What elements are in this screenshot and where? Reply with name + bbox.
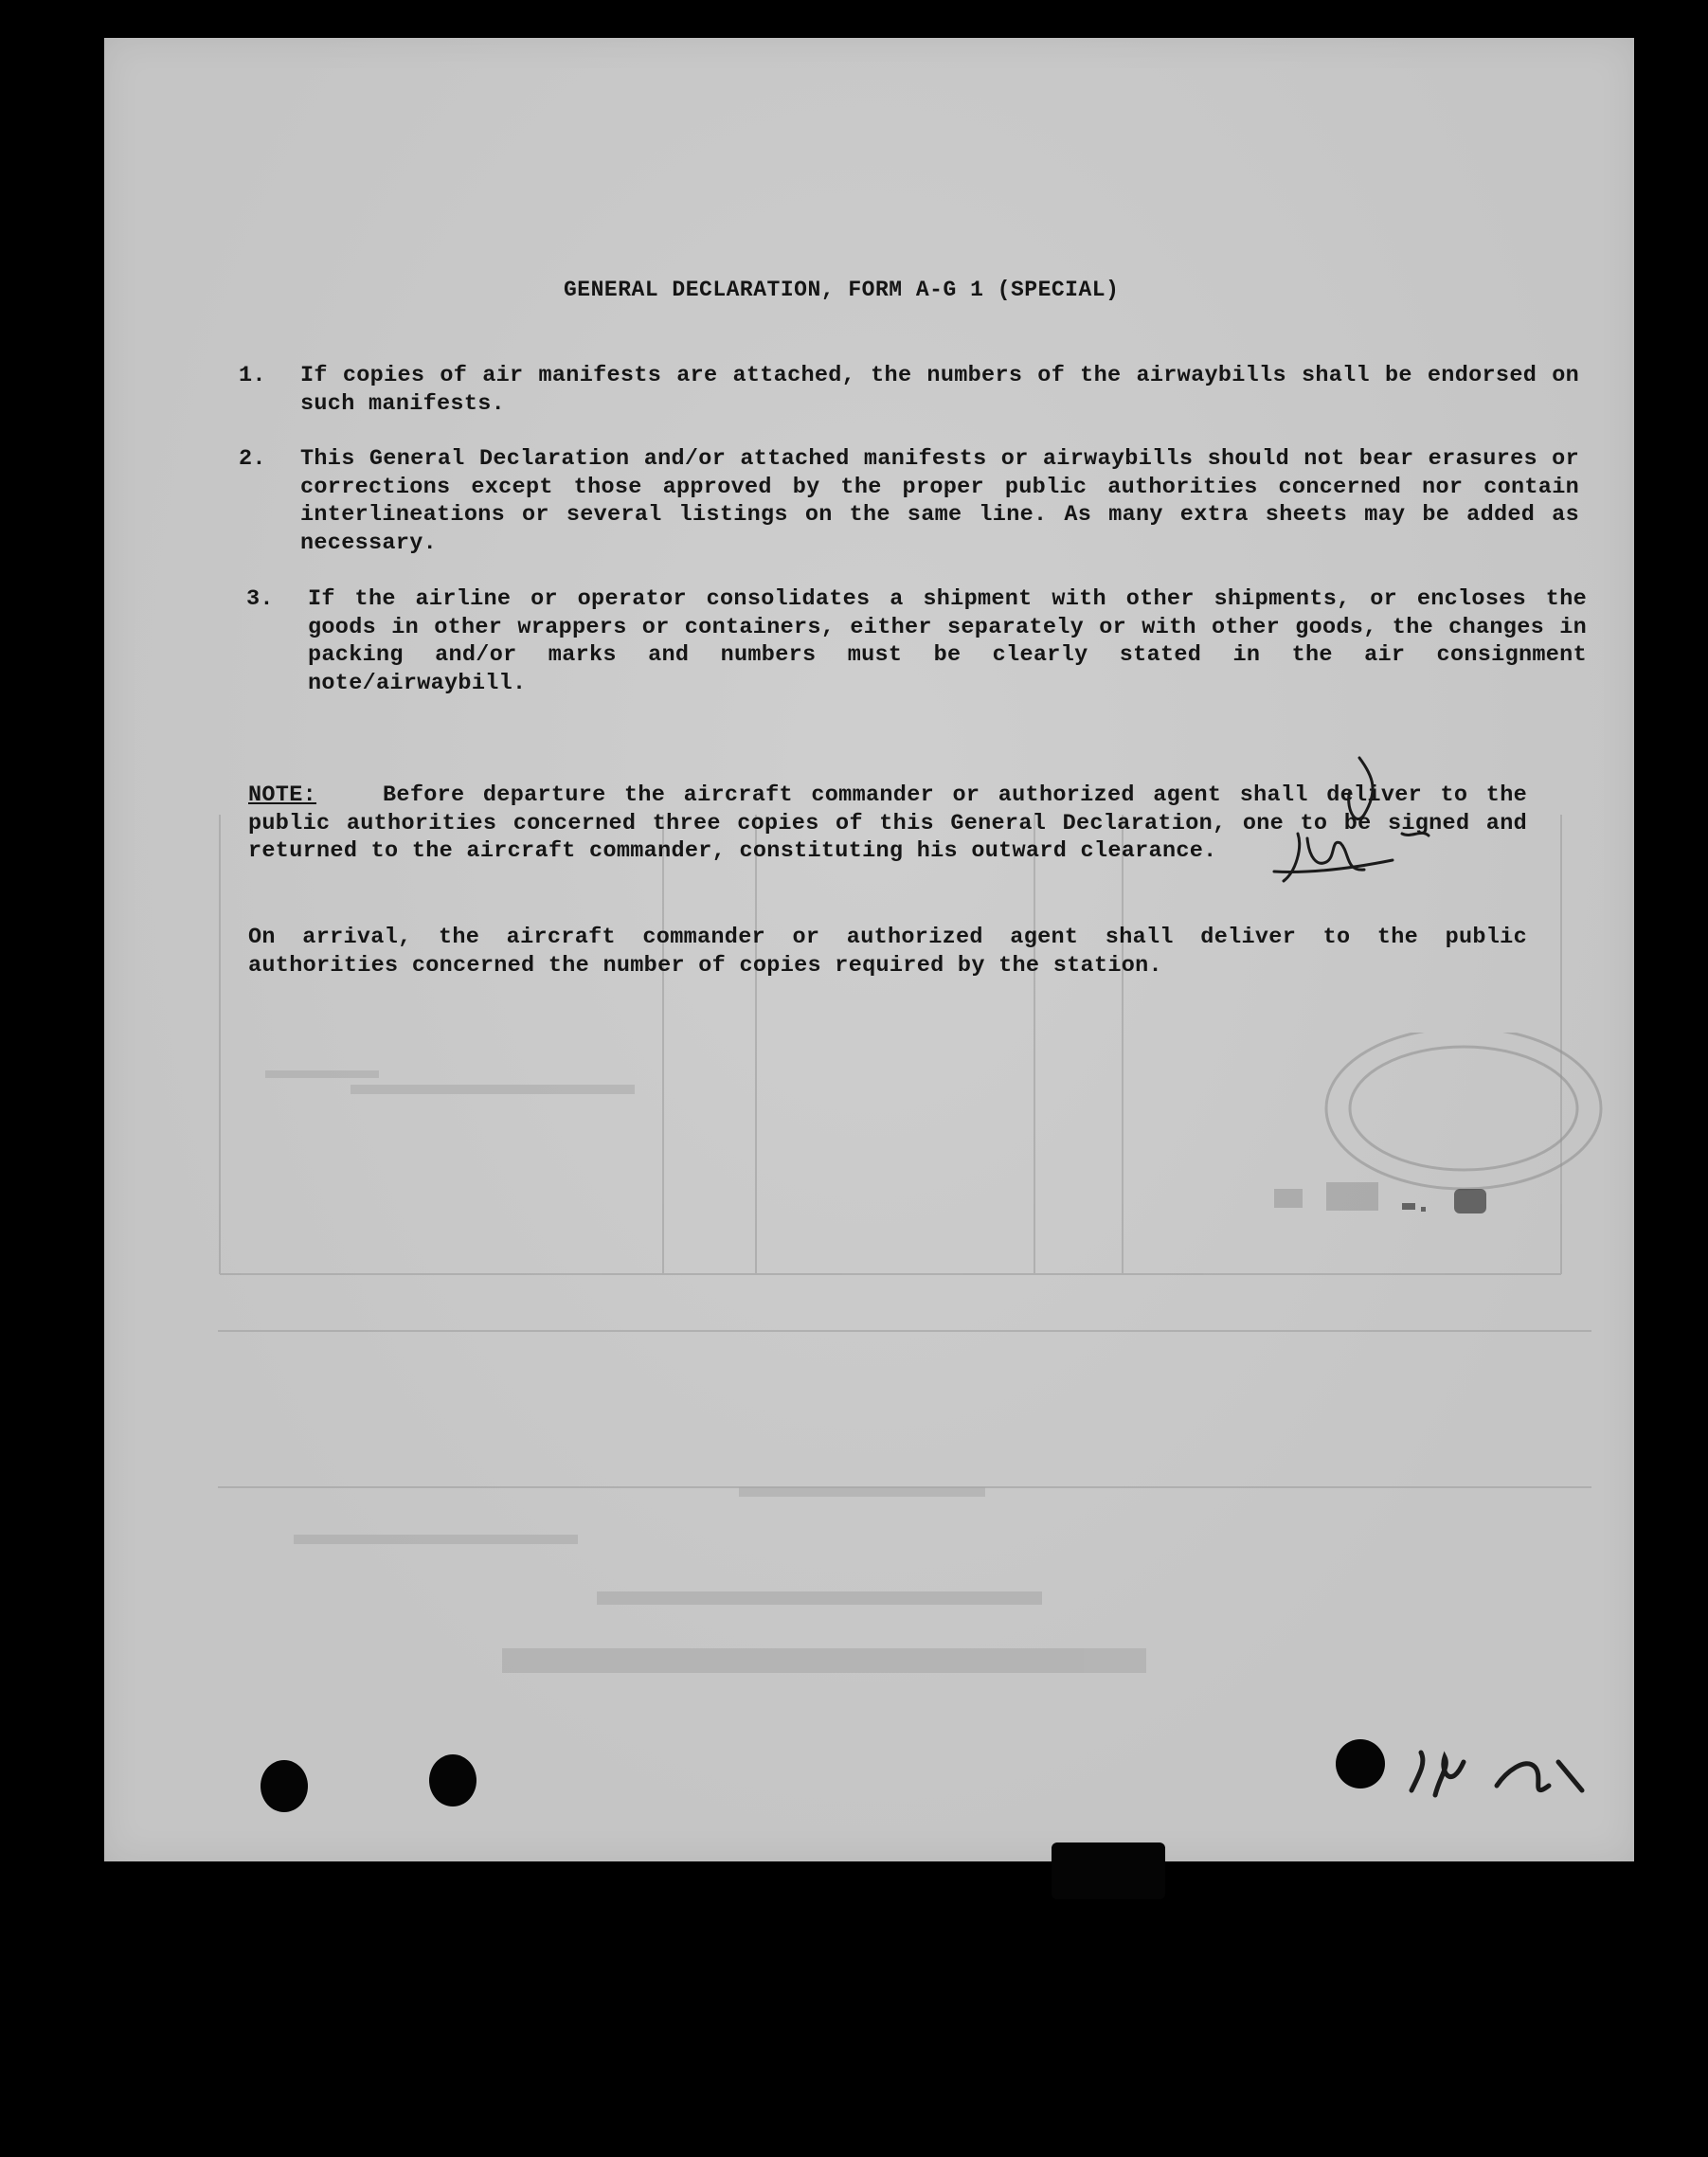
punch-hole: [261, 1760, 308, 1812]
form-title: GENERAL DECLARATION, FORM A-G 1 (SPECIAL): [564, 278, 1120, 302]
note-text: Before departure the aircraft commander or authorized agent shall deliver to the public authorities concerned three copies of this General Declaration, one to be signed and returned to the aircraft commander, constituting his outward clearance.: [248, 782, 1527, 864]
edge-tear: [1052, 1842, 1165, 1899]
handwritten-mark: [1393, 1734, 1629, 1838]
item-number: 3.: [246, 586, 274, 612]
punch-hole: [429, 1754, 476, 1806]
document-page: [104, 38, 1634, 1861]
item-number: 2.: [239, 446, 266, 472]
item-text: This General Declaration and/or attached manifests or airwaybills should not bear erasures or corrections except those approved by the proper public authorities concerned nor contain interlineations or several listings on the same line. As many extra sheets may be added as necessary.: [300, 446, 1579, 556]
note-label: NOTE:: [248, 782, 317, 808]
item-number: 1.: [239, 363, 266, 388]
punch-hole: [1336, 1739, 1385, 1789]
item-text: If copies of air manifests are attached, the numbers of the airwaybills shall be endorsed on such manifests.: [300, 363, 1579, 417]
item-text: If the airline or operator consolidates a shipment with other shipments, or encloses the goods in other wrappers or containers, either separately or with other goods, the changes in packing and/or marks and numbers must be clearly stated in the air consignment note/airwaybill.: [308, 586, 1587, 696]
handwritten-signature: [1184, 748, 1468, 900]
faint-stamp: [1284, 1033, 1634, 1241]
arrival-paragraph: On arrival, the aircraft commander or authorized agent shall deliver to the public authorities concerned the number of copies required by the station.: [248, 925, 1527, 979]
